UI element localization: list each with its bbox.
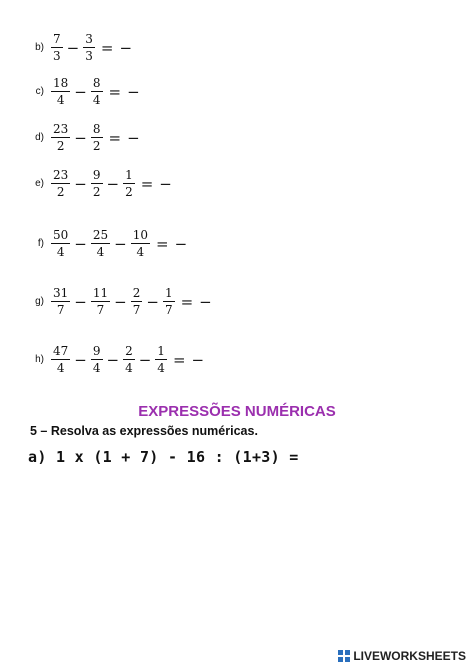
fraction [91, 168, 103, 199]
exercise-row [30, 286, 215, 317]
minus-sign: − [74, 350, 87, 369]
exercise-label: h) [35, 354, 44, 365]
minus-sign: − [114, 292, 127, 311]
equals-sign: = [100, 38, 114, 57]
numerator: 1 [125, 168, 133, 182]
expression-a: a) 1 x (1 + 7) - 16 : (1+3) = [28, 448, 299, 466]
denominator: 4 [96, 245, 105, 259]
fraction [163, 286, 175, 317]
fraction [51, 228, 70, 259]
liveworksheets-logo-icon [338, 650, 350, 662]
numerator: 2 [132, 286, 141, 300]
numerator: 23 [53, 168, 69, 182]
numerator: 2 [125, 344, 133, 358]
fraction [91, 228, 110, 259]
denominator: 7 [96, 303, 105, 317]
fraction [155, 344, 167, 375]
denominator: 4 [136, 245, 145, 259]
denominator: 4 [125, 361, 133, 375]
equals-sign: = [172, 350, 186, 369]
fraction [83, 32, 95, 63]
answer-blank[interactable]: − [127, 82, 140, 101]
denominator: 2 [56, 139, 65, 153]
footer-brand-text: LIVEWORKSHEETS [353, 649, 466, 663]
minus-sign: − [114, 234, 127, 253]
minus-sign: − [106, 174, 120, 193]
numerator: 10 [132, 228, 148, 242]
denominator: 3 [85, 49, 93, 63]
fraction [51, 344, 70, 375]
minus-sign: − [74, 128, 87, 147]
exercise-label: g) [35, 296, 44, 307]
exercise-row [30, 344, 207, 375]
answer-blank[interactable]: − [159, 174, 172, 193]
denominator: 7 [132, 303, 141, 317]
denominator: 2 [56, 185, 65, 199]
numerator: 50 [53, 228, 69, 242]
exercise-row [30, 168, 175, 199]
fraction [91, 76, 103, 107]
minus-sign: − [74, 174, 87, 193]
denominator: 7 [56, 303, 65, 317]
exercise-row [30, 122, 143, 153]
numerator: 9 [92, 344, 101, 358]
denominator: 4 [56, 245, 65, 259]
fraction-expression [50, 286, 215, 317]
denominator: 2 [125, 185, 133, 199]
minus-sign: − [138, 350, 152, 369]
numerator: 8 [92, 76, 101, 90]
denominator: 4 [56, 93, 65, 107]
fraction-expression [50, 168, 175, 199]
minus-sign: − [146, 292, 159, 311]
exercise-row [30, 76, 143, 107]
minus-sign: − [74, 234, 87, 253]
minus-sign: − [74, 292, 87, 311]
fraction [131, 286, 143, 317]
answer-blank[interactable]: − [191, 350, 205, 369]
equals-sign: = [180, 292, 194, 311]
denominator: 7 [164, 303, 173, 317]
minus-sign: − [66, 38, 80, 57]
fraction-expression [50, 76, 143, 107]
numerator: 1 [157, 344, 165, 358]
numerator: 23 [53, 122, 69, 136]
fraction-expression [50, 122, 143, 153]
fraction [51, 286, 70, 317]
numerator: 8 [92, 122, 101, 136]
equals-sign: = [108, 82, 122, 101]
exercise-label: c) [35, 86, 44, 97]
numerator: 7 [53, 32, 61, 46]
instruction-text: 5 – Resolva as expressões numéricas. [30, 424, 258, 438]
denominator: 3 [53, 49, 61, 63]
fraction-expression [50, 228, 190, 259]
fraction [91, 344, 103, 375]
answer-blank[interactable]: − [119, 38, 133, 57]
fraction [51, 76, 70, 107]
denominator: 2 [92, 185, 101, 199]
fraction [51, 168, 70, 199]
fraction-expression [50, 32, 135, 63]
answer-blank[interactable]: − [174, 234, 188, 253]
numerator: 47 [53, 344, 69, 358]
numerator: 9 [92, 168, 101, 182]
numerator: 25 [92, 228, 109, 242]
exercise-label: f) [37, 238, 44, 249]
minus-sign: − [74, 82, 87, 101]
numerator: 1 [164, 286, 173, 300]
fraction [91, 286, 110, 317]
equals-sign: = [108, 128, 122, 147]
fraction [51, 32, 63, 63]
equals-sign: = [156, 234, 169, 253]
fraction [123, 344, 135, 375]
denominator: 4 [56, 361, 65, 375]
numerator: 18 [53, 76, 69, 90]
answer-blank[interactable]: − [199, 292, 212, 311]
footer-brand[interactable] [338, 649, 466, 663]
fraction [51, 122, 70, 153]
fraction [131, 228, 150, 259]
fraction [123, 168, 135, 199]
section-title: EXPRESSÕES NUMÉRICAS [138, 403, 336, 420]
exercise-row [30, 32, 135, 63]
denominator: 4 [157, 361, 165, 375]
denominator: 4 [92, 93, 101, 107]
answer-blank[interactable]: − [127, 128, 140, 147]
exercise-label: d) [35, 132, 44, 143]
fraction-expression [50, 344, 207, 375]
numerator: 11 [92, 286, 109, 300]
fraction [91, 122, 103, 153]
denominator: 4 [92, 361, 101, 375]
denominator: 2 [92, 139, 101, 153]
numerator: 31 [53, 286, 69, 300]
minus-sign: − [106, 350, 120, 369]
equals-sign: = [140, 174, 154, 193]
numerator: 3 [85, 32, 93, 46]
exercise-label: b) [35, 42, 44, 53]
exercise-label: e) [35, 178, 44, 189]
exercise-row [30, 228, 190, 259]
